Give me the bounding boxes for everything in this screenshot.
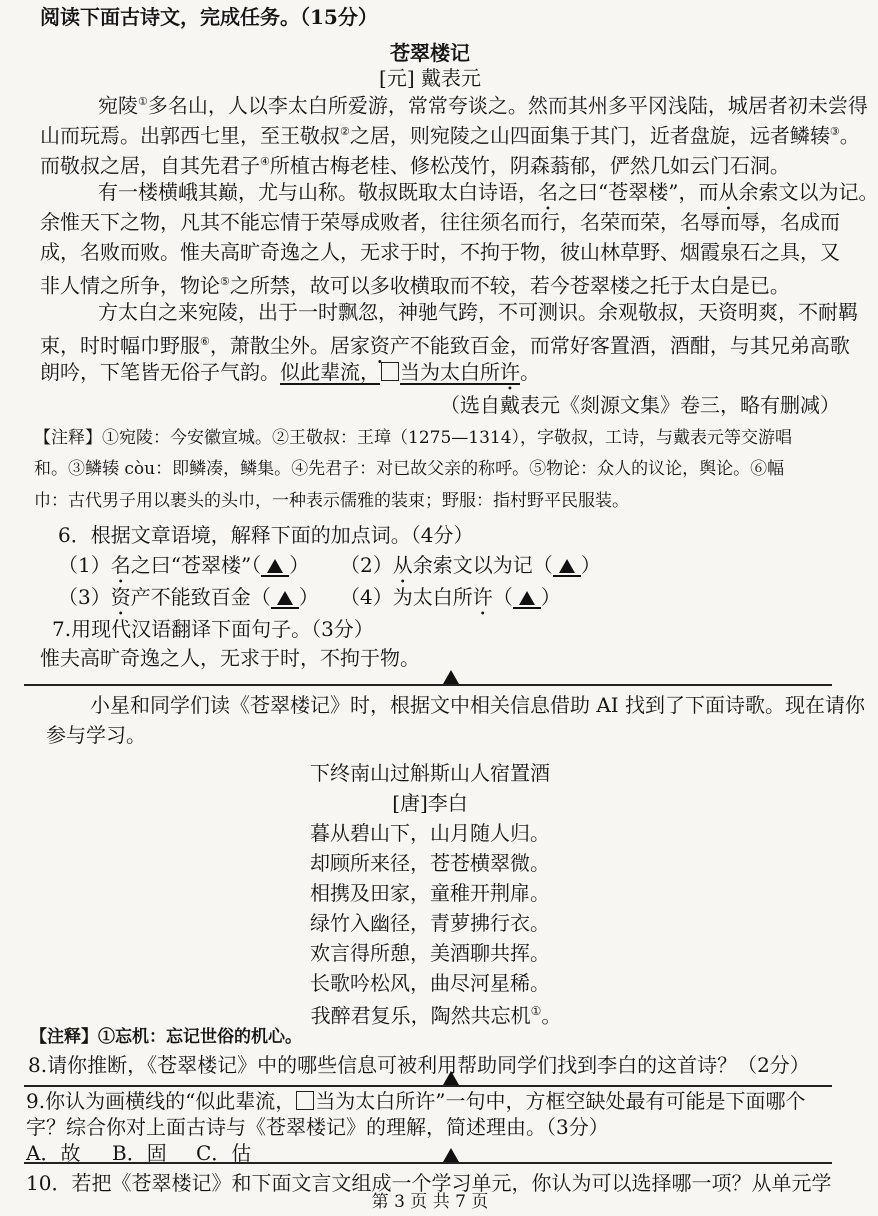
poem-author: [唐]李白 [392,791,468,815]
triangle-icon [559,559,575,573]
answer-triangle-icon [443,1071,459,1085]
q6-item3: （3）资产不能致百金（ ） [58,585,319,609]
poem-line: 长歌吟松风，曲尽河星稀。 [310,971,550,995]
poem-line: 却顾所来径，苍苍横翠微。 [310,851,550,875]
answer-triangle-icon [443,670,459,684]
blank-box [296,1091,314,1110]
triangle-icon [267,559,283,573]
q6-item1: （1）名之曰“苍翠楼”（ ） [58,553,310,577]
underlined-sentence: 似此辈流， 当为太白所许 [280,360,520,384]
q7-stem: 7.用现代汉语翻译下面句子。（3分） [52,617,374,641]
poem-line: 相携及田家，童稚开荆扉。 [310,881,550,905]
q6-item2: （2）从余索文以为记（ ） [340,553,601,577]
page-footer: 第 3 页 共 7 页 [371,1192,489,1212]
q9-option-b: B．固 [112,1141,167,1165]
q8-stem: 8.请你推断，《苍翠楼记》中的哪些信息可被利用帮助同学们找到李白的这首诗？（2分） [28,1053,810,1077]
q9-line1: 9.你认为画横线的“似此辈流， 当为太白所许”一句中，方框空缺处最有可能是下面哪个 [26,1089,806,1113]
answer-triangle-icon [443,1148,459,1162]
essay-p1-line2: 山而玩焉。出郭西七里，至王敬叔②之居，则宛陵之山四面集于其门，近者盘旋，远者鳞辏③。 [40,123,860,148]
answer-blank[interactable] [261,555,289,577]
poem-line: 暮从碧山下，山月随人归。 [310,821,550,845]
essay-p1-line3: 而敬叔之居，自其先君子④所植古梅老桂、修松茂竹，阴森蓊郁，俨然几如云门石洞。 [40,153,790,178]
q7-sentence: 惟夫高旷奇逸之人，无求于时，不拘于物。 [40,646,420,670]
q9-line2: 字？综合你对上面古诗与《苍翠楼记》的理解，简述理由。（3分） [26,1115,609,1139]
essay-source: （选自戴表元《剡源文集》卷三，略有删减） [440,393,840,417]
answer-blank[interactable] [553,555,581,577]
poem-line: 欢言得所憩，美酒聊共挥。 [310,941,550,965]
intro-line2: 参与学习。 [46,723,146,747]
essay-note-line2: 和。③鳞辏 còu：即鳞凑，鳞集。④先君子：对已故父亲的称呼。⑤物论：众人的议论，舆论。⑥幅 [34,459,785,479]
essay-p2-line4: 非人情之所争，物论⑤之所禁，故可以多收横取而不较，若今苍翠楼之托于太白是已。 [40,273,790,298]
essay-p3-line1: 方太白之来宛陵，出于一时飘忽，神驰气跨，不可测识。余观敬叔，天资明爽，不耐羁 [98,300,858,324]
essay-p1-line1: 宛陵①多名山，人以李太白所爱游，常常夸谈之。然而其州多平冈浅陆，城居者初未尝得 [98,93,868,118]
q6-stem: 6．根据文章语境，解释下面的加点词。（4分） [58,523,474,547]
answer-blank[interactable] [513,587,541,609]
essay-author: [元] 戴表元 [379,66,481,90]
q9-option-c: C．估 [196,1141,252,1165]
essay-p3-line3: 朗吟，下笔皆无俗子气韵。似此辈流， 当为太白所许。 [40,360,540,384]
triangle-icon [277,591,293,605]
section-instruction: 阅读下面古诗文，完成任务。（15分） [40,5,378,29]
triangle-icon [519,591,535,605]
answer-line[interactable] [24,684,832,686]
q10-stem: 10．若把《苍翠楼记》和下面文言文组成一个学习单元，你认为可以选择哪一项？从单元学 [26,1171,832,1195]
essay-p2-line3: 成，名败而败。惟夫高旷奇逸之人，无求于时，不拘于物，彼山林草野、烟霞泉石之具，又 [40,240,840,264]
essay-title: 苍翠楼记 [390,41,470,65]
essay-p2-line2: 余惟天下之物，凡其不能忘情于荣辱成败者，往往须名而行，名荣而荣，名辱而辱，名成而 [40,210,840,234]
q9-option-a: A．故 [26,1141,81,1165]
answer-blank[interactable] [271,587,299,609]
poem-note: 【注释】①忘机：忘记世俗的机心。 [30,1027,302,1047]
essay-p3-line2: 束，时时幅巾野服⑥，萧散尘外。居家资产不能致百金，而常好客置酒，酒酣，与其兄弟高歌 [40,333,850,358]
answer-line[interactable] [24,1162,832,1164]
intro-line1: 小星和同学们读《苍翠楼记》时，根据文中相关信息借助 AI 找到了下面诗歌。现在请你 [90,693,866,717]
poem-title: 下终南山过斛斯山人宿置酒 [310,761,550,785]
essay-p2-line1: 有一楼横峨其巅，尤与山称。敬叔既取太白诗语，名之曰“苍翠楼”，而从余索文以为记。 [98,180,878,204]
poem-line-last: 我醉君复乐，陶然共忘机①。 [310,1003,562,1028]
essay-note-line3: 巾：古代男子用以裹头的头巾，一种表示儒雅的装束；野服：指村野平民服装。 [34,491,629,511]
essay-note-line1: 【注释】①宛陵：今安徽宣城。②王敬叔：王璋（1275—1314），字敬叔，工诗，与戴表元等交游唱 [34,428,793,448]
blank-box [381,362,399,381]
q6-item4: （4）为太白所许（ ） [340,585,561,609]
poem-line: 绿竹入幽径，青萝拂行衣。 [310,911,550,935]
